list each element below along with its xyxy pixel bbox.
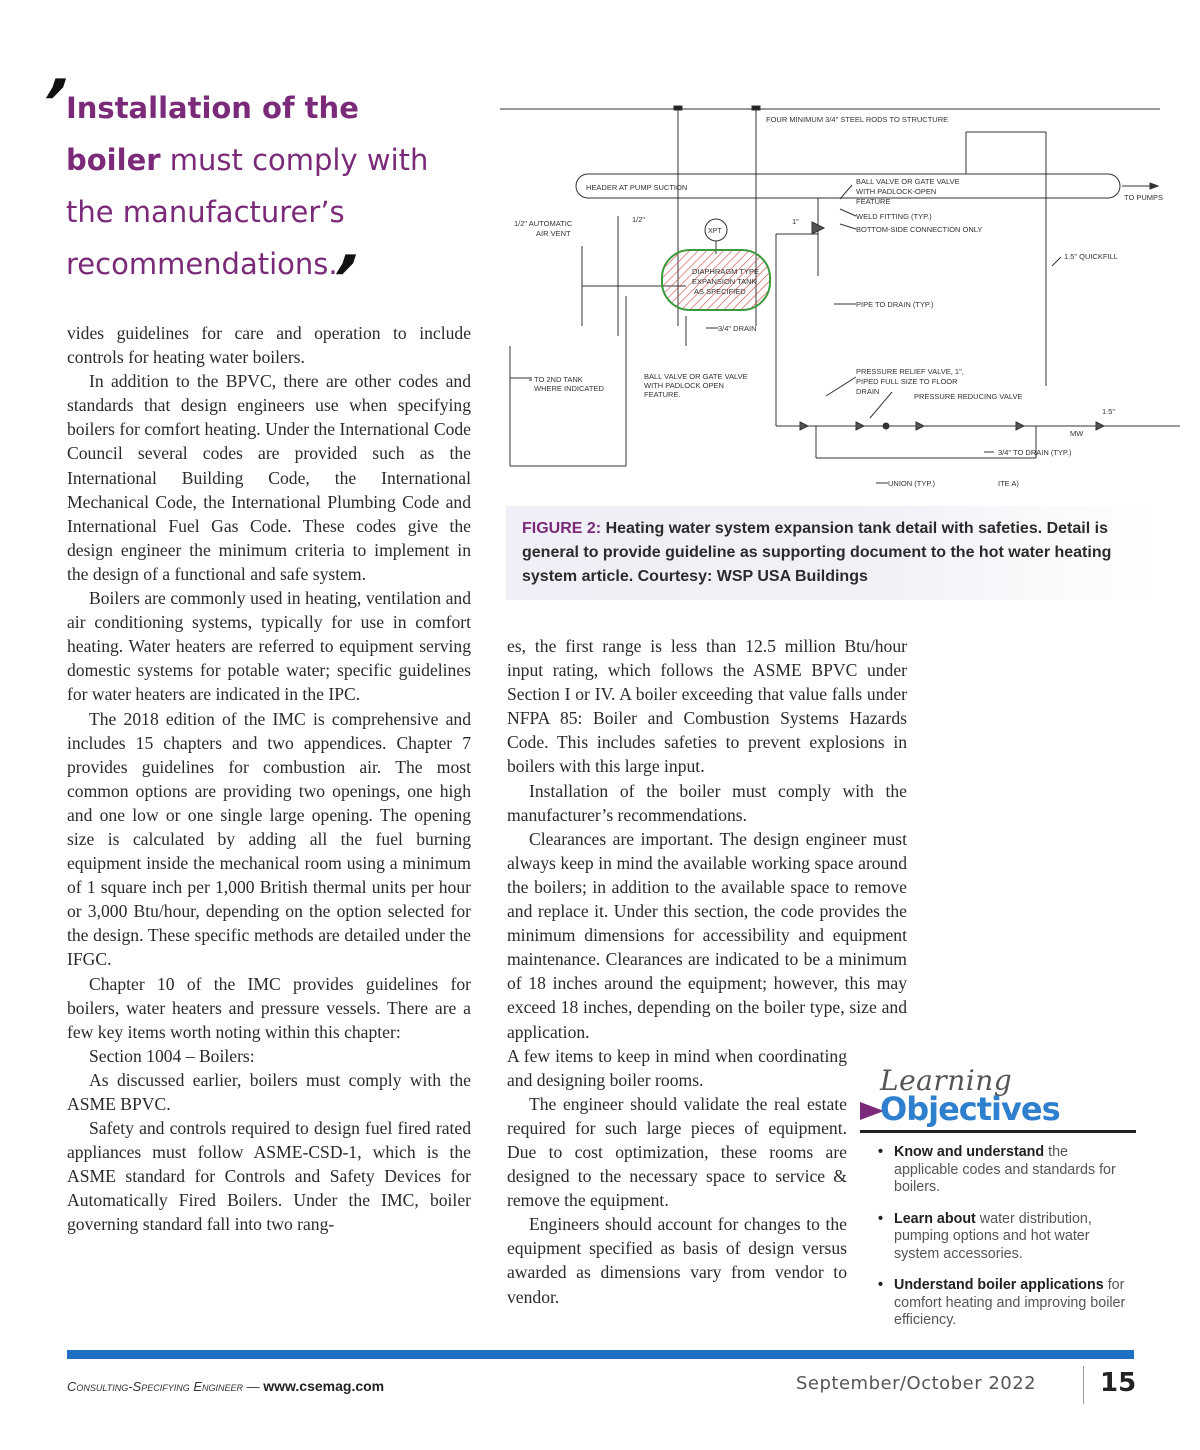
objectives-heading: Objectives — [880, 1090, 1060, 1128]
learning-objectives-box — [856, 1064, 1136, 1334]
label-air-vent: AIR VENT — [536, 229, 571, 238]
footer-publication: Consulting-Specifying Engineer — www.csemag.com — [67, 1378, 385, 1394]
paragraph: Engineers should account for changes to the equipment specified as basis of design versus awarded as dimensions vary from vendor to vendor. — [507, 1214, 847, 1307]
publication-name: Consulting-Specifying Engineer — [67, 1379, 244, 1394]
label-ball-valve-bottom: WITH PADLOCK OPEN — [644, 381, 724, 390]
label-union: UNION (TYP.) — [888, 479, 935, 488]
pull-quote-line-2: must comply with — [160, 143, 429, 177]
divider — [860, 1130, 1136, 1133]
objectives-list — [878, 1144, 1134, 1344]
label-bottom-side: BOTTOM-SIDE CONNECTION ONLY — [856, 225, 983, 234]
paragraph: As discussed earlier, boilers must comply with the ASME BPVC. — [67, 1069, 471, 1114]
paragraph: Safety and controls required to design fuel fired rated appliances must follow ASME-CSD-1, which is the ASME standard for Controls and Safety Devices for Automatically Fired Boilers. Under the IMC, boiler governing standard fall into two rang- — [67, 1118, 471, 1235]
label-tank: DIAPHRAGM TYPE — [692, 267, 759, 276]
page-number: 15 — [1100, 1368, 1137, 1398]
issue-date: September/October 2022 — [796, 1373, 1037, 1394]
label-xpt: XPT — [708, 228, 722, 235]
figure-diagram — [496, 96, 1180, 506]
label-pressure-relief: PRESSURE RELIEF VALVE, 1", — [856, 367, 964, 376]
label-ball-valve-top: WITH PADLOCK-OPEN — [856, 187, 937, 196]
label-pipe-drain: PIPE TO DRAIN (TYP.) — [856, 300, 934, 309]
label-ball-valve-bottom: BALL VALVE OR GATE VALVE — [644, 372, 748, 381]
label-to-2nd-tank: WHERE INDICATED — [534, 384, 604, 393]
paragraph: Clearances are important. The design engineer must always keep in mind the available working space around the boilers; in addition to the available space to remove and replace it. Under this section, the code provides the minimum dimensions for accessibility and equipment maintenance. Clearances are indicated to be a minimum of 18 inches around the equipment; however, this may exceed 18 inches, depending on the boiler type, size and application. — [507, 828, 907, 1042]
label-reducing-valve: PRESSURE REDUCING VALVE — [914, 392, 1023, 401]
paragraph: Section 1004 – Boilers: — [89, 1045, 255, 1066]
paragraph: In addition to the BPVC, there are other codes and standards that design engineers use when specifying boilers for comfort heating. Under the International Code Council several codes are provided such as the International Building Code, the International Mechanical Code, the International Plumbing Code and International Fuel Gas Code. These codes give the design engineer the minimum criteria to implement in the design of a functional and safe system. — [67, 371, 471, 584]
rod-anchor — [674, 106, 682, 110]
label-tank: AS SPECIFIED — [694, 287, 746, 296]
label-pressure-relief: DRAIN — [856, 387, 880, 396]
label-rods: FOUR MINIMUM 3/4" STEEL RODS TO STRUCTURE — [766, 115, 949, 124]
list-item: • Learn about water distribution, pumping options and hot water system accessories. — [878, 1211, 1134, 1264]
learning-heading: Learning — [880, 1064, 1013, 1097]
body-column-2 — [507, 634, 907, 1309]
label-tank: EXPANSION TANK — [692, 277, 757, 286]
paragraph: The engineer should validate the real estate required for such large pieces of equipment. Due to cost optimization, these rooms are designed to the necessary space to service & remove the equipment. — [507, 1093, 847, 1211]
pull-quote-text — [66, 82, 446, 290]
caption-text: Heating water system expansion tank detail with safeties. Detail is general to provide guideline as supporting document to the hot water heating system article. Courtesy: WSP USA Buildings — [522, 520, 1112, 585]
label-quickfill: 1.5" QUICKFILL — [1064, 252, 1118, 261]
list-item: • Understand boiler applications for comfort heating and improving boiler efficiency. — [878, 1277, 1134, 1330]
label-ball-valve-top: FEATURE — [856, 197, 891, 206]
paragraph: The 2018 edition of the IMC is comprehensive and includes 15 chapters and two appendices. Chapter 7 provides guidelines for combustion air. The most common options are providing two openings, one high and one low or one single large opening. The opening size is calculated by adding all the fuel burning equipment inside the mechanical room using a minimum of 1 square inch per 1,000 British thermal units per hour or 3,000 Btu/hour, depending on the option selected for the design. These specific methods are detailed under the IFGC. — [67, 708, 471, 970]
paragraph: Chapter 10 of the IMC provides guidelines for boilers, water heaters and pressure vessels. There are a few key items worth noting within this chapter: — [67, 973, 471, 1042]
open-quote-mark: ’ — [27, 67, 77, 141]
paragraph: Installation of the boiler must comply with the manufacturer’s recommendations. — [507, 780, 907, 825]
figure-caption — [506, 506, 1160, 600]
label-three-quarter-drain: 3/4" DRAIN — [718, 324, 757, 333]
arrow-head — [1150, 183, 1158, 189]
pull-quote-bold-2: boiler — [66, 143, 161, 177]
pull-quote-bold-1: Installation of the — [66, 91, 359, 125]
pull-quote-line-3: the manufacturer’s — [66, 195, 345, 229]
label-one-five: 1.5" — [1102, 407, 1116, 416]
pull-quote — [27, 67, 460, 317]
label-air-vent: 1/2" AUTOMATIC — [514, 219, 573, 228]
list-item: • Know and understand the applicable codes and standards for boilers. — [878, 1144, 1134, 1197]
label-weld: WELD FITTING (TYP.) — [856, 212, 932, 221]
website-link[interactable]: www.csemag.com — [263, 1378, 385, 1394]
pull-quote-line-4: recommendations. — [66, 247, 338, 281]
body-column-1 — [67, 321, 471, 1237]
label-ball-valve-bottom: FEATURE. — [644, 390, 681, 399]
label-one-inch: 1" — [792, 217, 799, 226]
footer-divider — [1083, 1366, 1084, 1404]
footer-rule — [67, 1350, 1134, 1359]
label-header: HEADER AT PUMP SUCTION — [586, 183, 688, 192]
paragraph: es, the first range is less than 12.5 million Btu/hour input rating, which follows the ASME BPVC under Section I or IV. A boiler exceeding that value falls under NFPA 85: Boiler and Combustion Systems Hazards Code. This includes safeties to prevent explosions in boilers with this large input. — [507, 636, 907, 777]
close-quote-mark: ’ — [317, 243, 367, 317]
figure-label: FIGURE 2: — [522, 520, 602, 537]
label-pressure-relief: PIPED FULL SIZE TO FLOOR — [856, 377, 958, 386]
label-drain-typ: 3/4" TO DRAIN (TYP.) — [998, 448, 1072, 457]
rod-anchor — [752, 106, 760, 110]
paragraph: A few items to keep in mind when coordinating and designing boiler rooms. — [507, 1045, 847, 1090]
label-to-2nd-tank: TO 2ND TANK — [534, 375, 583, 384]
piping-diagram — [496, 96, 1180, 506]
paragraph: Boilers are commonly used in heating, ventilation and air conditioning systems, typically for use in comfort heating. Water heaters are referred to equipment serving domestic systems for potable water; specific guidelines for water heaters are indicated in the IPC. — [67, 588, 471, 705]
label-ball-valve-top: BALL VALVE OR GATE VALVE — [856, 177, 960, 186]
label-to-pumps: TO PUMPS — [1124, 193, 1164, 202]
label-half-inch: 1/2" — [632, 215, 646, 224]
label-mw: MW — [1070, 429, 1084, 438]
paragraph: vides guidelines for care and operation to include controls for heating water boilers. — [67, 323, 471, 368]
label-ite: ITE A) — [998, 479, 1019, 488]
